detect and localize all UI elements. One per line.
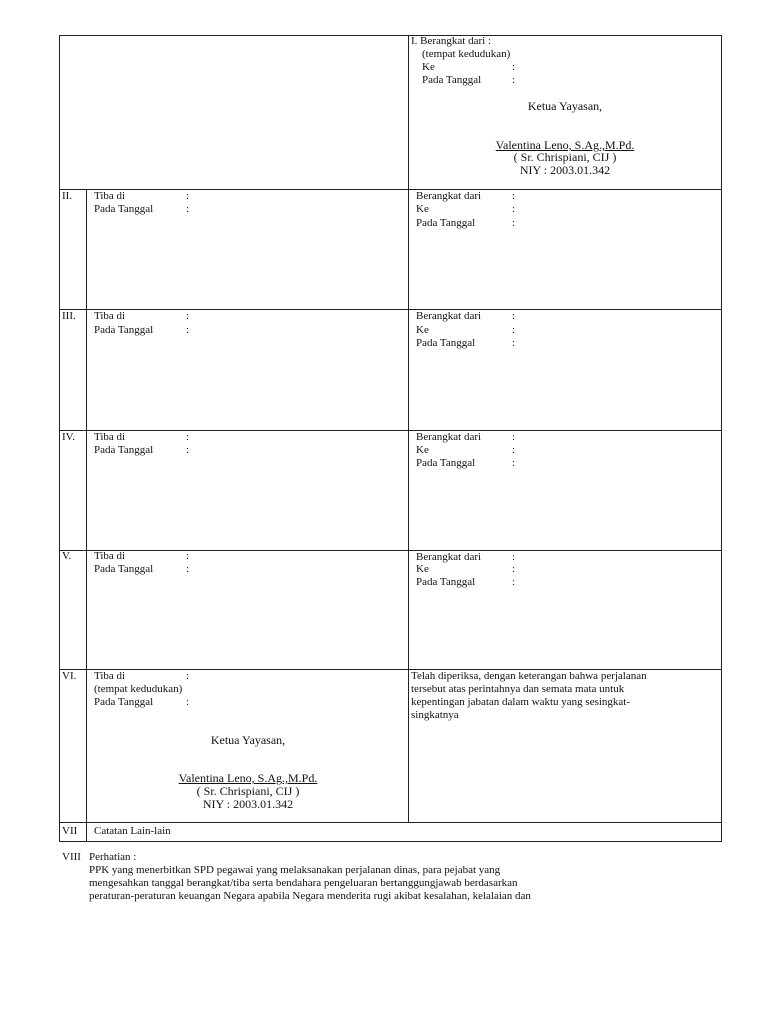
verification-note-line: kepentingan jabatan dalam waktu yang sesingkat- xyxy=(411,696,631,708)
tiba-di-colon: : xyxy=(186,431,190,443)
berangkat-dari-colon: : xyxy=(512,551,516,563)
ke-label: Ke xyxy=(416,203,429,215)
tiba-di-label: Tiba di xyxy=(94,190,126,202)
row-separator xyxy=(59,430,722,431)
berangkat-dari-colon: : xyxy=(512,310,516,322)
table-border-left xyxy=(59,35,60,842)
signature-title: Ketua Yayasan, xyxy=(210,733,286,747)
row-separator xyxy=(59,822,722,823)
pada-tanggal-label: Pada Tanggal xyxy=(94,444,154,456)
table-border-right xyxy=(721,35,722,842)
row-number: IV. xyxy=(62,431,75,443)
berangkat-dari-label: Berangkat dari xyxy=(416,551,482,563)
pada-tanggal-label: Pada Tanggal xyxy=(94,696,154,708)
row-separator xyxy=(59,189,722,190)
table-column-divider xyxy=(408,35,409,823)
table-border-bottom xyxy=(59,841,722,842)
verification-note-line: Telah diperiksa, dengan keterangan bahwa perjalanan xyxy=(411,670,647,682)
pada-tanggal-right-colon: : xyxy=(512,576,516,588)
pada-tanggal-right-colon: : xyxy=(512,217,516,229)
ke-colon: : xyxy=(512,203,516,215)
signature-alias: ( Sr. Chrispiani, CIJ ) xyxy=(513,150,617,164)
pada-tanggal-right-colon: : xyxy=(512,457,516,469)
tiba-di-colon: : xyxy=(186,670,190,682)
ke-label: Ke xyxy=(416,563,429,575)
tiba-di-label: Tiba di xyxy=(94,670,126,682)
tempat-kedudukan-label: (tempat kedudukan) xyxy=(422,48,511,60)
tiba-di-colon: : xyxy=(186,310,190,322)
signature-alias: ( Sr. Chrispiani, CIJ ) xyxy=(196,784,300,798)
pada-tanggal-right-label: Pada Tanggal xyxy=(416,576,476,588)
perhatian-label: Perhatian : xyxy=(89,851,137,863)
pada-tanggal-colon: : xyxy=(186,203,190,215)
pada-tanggal-colon: : xyxy=(186,696,190,708)
pada-tanggal-label: Pada Tanggal xyxy=(422,74,482,86)
berangkat-dari-colon: : xyxy=(512,190,516,202)
signature-niy: NIY : 2003.01.342 xyxy=(519,163,611,177)
ke-colon: : xyxy=(512,444,516,456)
ke-colon: : xyxy=(512,61,516,73)
berangkat-dari-label: Berangkat dari xyxy=(416,310,482,322)
catatan-label: Catatan Lain-lain xyxy=(94,825,171,837)
signature-name: Valentina Leno, S.Ag.,M.Pd. xyxy=(178,771,318,785)
pada-tanggal-colon: : xyxy=(186,444,190,456)
berangkat-dari-label: Berangkat dari xyxy=(416,190,482,202)
pada-tanggal-right-label: Pada Tanggal xyxy=(416,457,476,469)
tempat-kedudukan-label: (tempat kedudukan) xyxy=(94,683,183,695)
pada-tanggal-colon: : xyxy=(186,324,190,336)
signature-name: Valentina Leno, S.Ag.,M.Pd. xyxy=(495,138,635,152)
pada-tanggal-right-label: Pada Tanggal xyxy=(416,337,476,349)
pada-tanggal-colon: : xyxy=(186,563,190,575)
row-number: VI. xyxy=(62,670,77,682)
perhatian-text-line: peraturan-peraturan keuangan Negara apabila Negara menderita rugi akibat kesalahan, kelalaian dan xyxy=(89,890,531,902)
row-number: VIII xyxy=(62,851,81,863)
pada-tanggal-colon: : xyxy=(512,74,516,86)
row-number: V. xyxy=(62,550,72,562)
verification-note-line: tersebut atas perintahnya dan semata mata untuk xyxy=(411,683,625,695)
signature-title: Ketua Yayasan, xyxy=(527,99,603,113)
table-number-divider xyxy=(86,189,87,842)
pada-tanggal-label: Pada Tanggal xyxy=(94,203,154,215)
ke-label: Ke xyxy=(416,444,429,456)
tiba-di-label: Tiba di xyxy=(94,431,126,443)
berangkat-dari-label: Berangkat dari xyxy=(416,431,482,443)
signature-niy: NIY : 2003.01.342 xyxy=(202,797,294,811)
berangkat-dari-colon: : xyxy=(512,431,516,443)
tiba-di-colon: : xyxy=(186,550,190,562)
pada-tanggal-right-colon: : xyxy=(512,337,516,349)
ke-label: Ke xyxy=(416,324,429,336)
tiba-di-colon: : xyxy=(186,190,190,202)
tiba-di-label: Tiba di xyxy=(94,310,126,322)
row-separator xyxy=(59,550,722,551)
berangkat-dari-label: I. Berangkat dari : xyxy=(411,35,492,47)
pada-tanggal-label: Pada Tanggal xyxy=(94,324,154,336)
ke-colon: : xyxy=(512,563,516,575)
row-number: II. xyxy=(62,190,73,202)
row-separator xyxy=(59,309,722,310)
ke-colon: : xyxy=(512,324,516,336)
tiba-di-label: Tiba di xyxy=(94,550,126,562)
pada-tanggal-right-label: Pada Tanggal xyxy=(416,217,476,229)
ke-label: Ke xyxy=(422,61,435,73)
row-number: VII xyxy=(62,825,78,837)
perhatian-text-line: mengesahkan tanggal berangkat/tiba serta bendahara pengeluaran bertanggungjawab berdasarkan xyxy=(89,877,518,889)
verification-note-line: singkatnya xyxy=(411,709,459,721)
pada-tanggal-label: Pada Tanggal xyxy=(94,563,154,575)
perhatian-text-line: PPK yang menerbitkan SPD pegawai yang melaksanakan perjalanan dinas, para pejabat yang xyxy=(89,864,501,876)
table-border-top xyxy=(59,35,722,36)
row-number: III. xyxy=(62,310,76,322)
